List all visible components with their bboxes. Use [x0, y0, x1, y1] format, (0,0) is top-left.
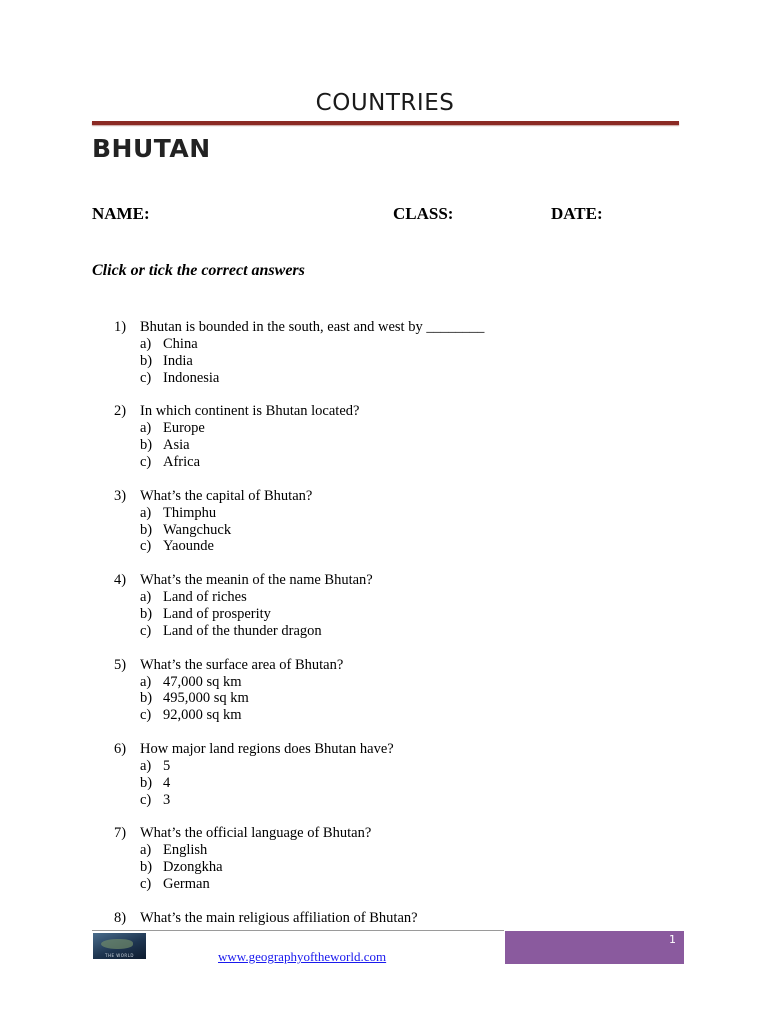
- answer-option[interactable]: [140, 522, 484, 539]
- answer-option[interactable]: [140, 420, 484, 437]
- question-line: [114, 488, 484, 505]
- option-letter: b): [140, 521, 153, 538]
- option-text: Wangchuck: [163, 521, 232, 538]
- question-text: How major land regions does Bhutan have?: [140, 740, 394, 757]
- question-text: What’s the main religious affiliation of Bhutan?: [140, 909, 418, 926]
- question-text: What’s the surface area of Bhutan?: [140, 656, 344, 673]
- option-text: India: [163, 352, 193, 369]
- answer-options: [114, 589, 484, 639]
- name-field-label: NAME:: [92, 204, 150, 223]
- footer-divider: [92, 930, 504, 931]
- answer-options: [114, 505, 484, 555]
- page-number: 1: [669, 933, 676, 946]
- date-field-label: DATE:: [551, 204, 603, 223]
- answer-option[interactable]: [140, 707, 484, 724]
- question-line: [114, 657, 484, 674]
- answer-option[interactable]: [140, 623, 484, 640]
- question-line: [114, 741, 484, 758]
- answer-options: [114, 674, 484, 724]
- option-text: German: [163, 875, 210, 892]
- option-text: Land of prosperity: [163, 605, 271, 622]
- option-letter: a): [140, 336, 152, 352]
- option-text: 92,000 sq km: [163, 707, 242, 724]
- answer-option[interactable]: [140, 859, 484, 876]
- option-text: 4: [163, 774, 171, 791]
- answer-option[interactable]: [140, 336, 484, 353]
- question-number: 4): [114, 572, 127, 589]
- question-number: 5): [114, 656, 127, 673]
- option-letter: b): [140, 605, 153, 622]
- answer-options: [114, 842, 484, 892]
- option-letter: c): [140, 538, 152, 555]
- option-letter: a): [140, 757, 152, 774]
- country-title: BHUTAN: [92, 134, 211, 163]
- question-item: [114, 403, 484, 470]
- answer-option[interactable]: [140, 370, 484, 387]
- answer-option[interactable]: [140, 606, 484, 623]
- option-text: Dzongkha: [163, 859, 223, 876]
- answer-options: [114, 420, 484, 470]
- option-text: Indonesia: [163, 369, 220, 386]
- question-item: [114, 488, 484, 555]
- answer-option[interactable]: [140, 674, 484, 691]
- question-list: [114, 319, 484, 944]
- answer-options: [114, 336, 484, 386]
- question-text: What’s the meanin of the name Bhutan?: [140, 572, 373, 589]
- option-letter: a): [140, 673, 152, 690]
- option-letter: c): [140, 707, 152, 724]
- answer-option[interactable]: [140, 842, 484, 859]
- question-line: [114, 910, 484, 927]
- globe-logo-icon: THE WORLD: [93, 933, 146, 959]
- option-text: English: [163, 842, 208, 859]
- class-field-label: CLASS:: [393, 204, 454, 223]
- question-item: [114, 572, 484, 639]
- question-item: [114, 319, 484, 386]
- question-line: [114, 319, 484, 336]
- option-text: Land of the thunder dragon: [163, 622, 322, 639]
- question-line: [114, 825, 484, 842]
- question-number: 7): [114, 825, 127, 842]
- answer-option[interactable]: [140, 437, 484, 454]
- question-item: [114, 741, 484, 808]
- option-text: 495,000 sq km: [163, 690, 249, 707]
- option-text: 5: [163, 757, 171, 774]
- answer-option[interactable]: [140, 589, 484, 606]
- option-text: Europe: [163, 420, 205, 437]
- option-text: 3: [163, 791, 171, 808]
- option-text: China: [163, 336, 198, 352]
- option-letter: b): [140, 690, 153, 707]
- question-item: [114, 657, 484, 724]
- answer-option[interactable]: [140, 792, 484, 809]
- answer-option[interactable]: [140, 538, 484, 555]
- question-line: [114, 403, 484, 420]
- answer-option[interactable]: [140, 758, 484, 775]
- option-letter: b): [140, 774, 153, 791]
- answer-option[interactable]: [140, 690, 484, 707]
- question-number: 2): [114, 403, 127, 420]
- question-number: 8): [114, 909, 127, 926]
- option-letter: a): [140, 504, 152, 521]
- option-letter: c): [140, 875, 152, 892]
- option-letter: b): [140, 352, 153, 369]
- answer-options: [114, 758, 484, 808]
- option-text: Asia: [163, 437, 190, 454]
- answer-option[interactable]: [140, 353, 484, 370]
- option-letter: a): [140, 420, 152, 437]
- option-letter: c): [140, 369, 152, 386]
- question-number: 6): [114, 740, 127, 757]
- question-line: [114, 572, 484, 589]
- option-letter: c): [140, 622, 152, 639]
- question-text: Bhutan is bounded in the south, east and west by ________: [140, 319, 485, 335]
- question-text: In which continent is Bhutan located?: [140, 403, 360, 420]
- footer-website-link[interactable]: www.geographyoftheworld.com: [218, 949, 387, 964]
- option-letter: a): [140, 842, 152, 859]
- option-letter: c): [140, 453, 152, 470]
- page-number-box: [505, 931, 684, 964]
- question-item: [114, 910, 484, 927]
- question-text: What’s the capital of Bhutan?: [140, 487, 313, 504]
- question-number: 1): [114, 319, 127, 335]
- option-text: 47,000 sq km: [163, 673, 242, 690]
- option-text: Africa: [163, 453, 201, 470]
- answer-option[interactable]: [140, 876, 484, 893]
- option-letter: a): [140, 589, 152, 606]
- question-item: [114, 825, 484, 892]
- page-header-title: COUNTRIES: [315, 90, 455, 116]
- option-text: Thimphu: [163, 504, 217, 521]
- question-text: What’s the official language of Bhutan?: [140, 825, 372, 842]
- header-divider: [92, 121, 679, 125]
- option-text: Yaounde: [163, 538, 214, 555]
- question-number: 3): [114, 487, 127, 504]
- answer-option[interactable]: [140, 454, 484, 471]
- instructions: Click or tick the correct answers: [92, 262, 305, 279]
- option-letter: b): [140, 859, 153, 876]
- answer-option[interactable]: [140, 505, 484, 522]
- option-text: Land of riches: [163, 589, 247, 606]
- option-letter: c): [140, 791, 152, 808]
- option-letter: b): [140, 437, 153, 454]
- answer-option[interactable]: [140, 775, 484, 792]
